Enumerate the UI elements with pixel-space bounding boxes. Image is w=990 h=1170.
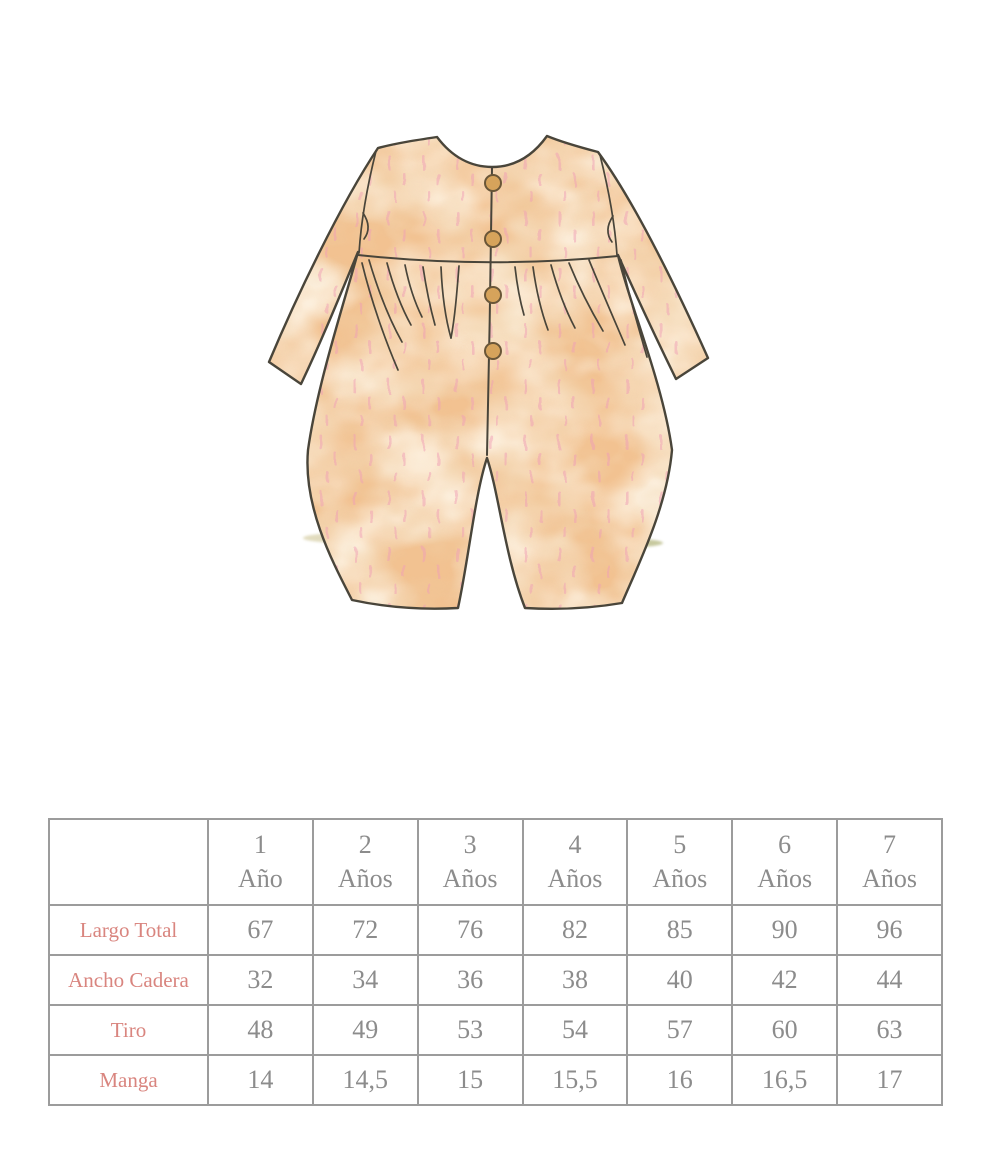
size-value: 90: [732, 905, 837, 955]
size-column-header: 2 Años: [313, 819, 418, 905]
size-value: 34: [313, 955, 418, 1005]
size-value: 49: [313, 1005, 418, 1055]
measure-label: Tiro: [49, 1005, 208, 1055]
measure-label: Ancho Cadera: [49, 955, 208, 1005]
size-value: 72: [313, 905, 418, 955]
size-value: 96: [837, 905, 942, 955]
size-value: 17: [837, 1055, 942, 1105]
size-value: 85: [627, 905, 732, 955]
table-row-ancho-cadera: [49, 955, 942, 1005]
size-value: 14,5: [313, 1055, 418, 1105]
size-value: 76: [418, 905, 523, 955]
size-column-header: 1 Año: [208, 819, 313, 905]
size-value: 67: [208, 905, 313, 955]
button-icon: [485, 287, 501, 303]
size-value: 54: [523, 1005, 628, 1055]
size-value: 14: [208, 1055, 313, 1105]
size-column-header: 5 Años: [627, 819, 732, 905]
size-value: 36: [418, 955, 523, 1005]
size-value: 15: [418, 1055, 523, 1105]
size-value: 63: [837, 1005, 942, 1055]
size-chart-table: [48, 818, 943, 1106]
button-icon: [485, 231, 501, 247]
romper-illustration: [245, 95, 745, 675]
size-value: 16,5: [732, 1055, 837, 1105]
size-value: 16: [627, 1055, 732, 1105]
size-value: 82: [523, 905, 628, 955]
size-value: 57: [627, 1005, 732, 1055]
button-icon: [485, 343, 501, 359]
size-column-header: 4 Años: [523, 819, 628, 905]
table-row-largo-total: [49, 905, 942, 955]
size-value: 48: [208, 1005, 313, 1055]
measure-label: Largo Total: [49, 905, 208, 955]
size-column-header: 6 Años: [732, 819, 837, 905]
romper-illustration-svg: [245, 95, 745, 675]
size-value: 44: [837, 955, 942, 1005]
size-column-header: 7 Años: [837, 819, 942, 905]
size-value: 42: [732, 955, 837, 1005]
size-value: 60: [732, 1005, 837, 1055]
size-value: 40: [627, 955, 732, 1005]
measure-label: Manga: [49, 1055, 208, 1105]
size-value: 15,5: [523, 1055, 628, 1105]
size-value: 32: [208, 955, 313, 1005]
table-row-tiro: [49, 1005, 942, 1055]
size-value: 53: [418, 1005, 523, 1055]
garment-silhouette: [245, 115, 745, 655]
corner-cell: [49, 819, 208, 905]
size-column-header: 3 Años: [418, 819, 523, 905]
size-chart-header-row: [49, 819, 942, 905]
size-value: 38: [523, 955, 628, 1005]
button-icon: [485, 175, 501, 191]
table-row-manga: [49, 1055, 942, 1105]
